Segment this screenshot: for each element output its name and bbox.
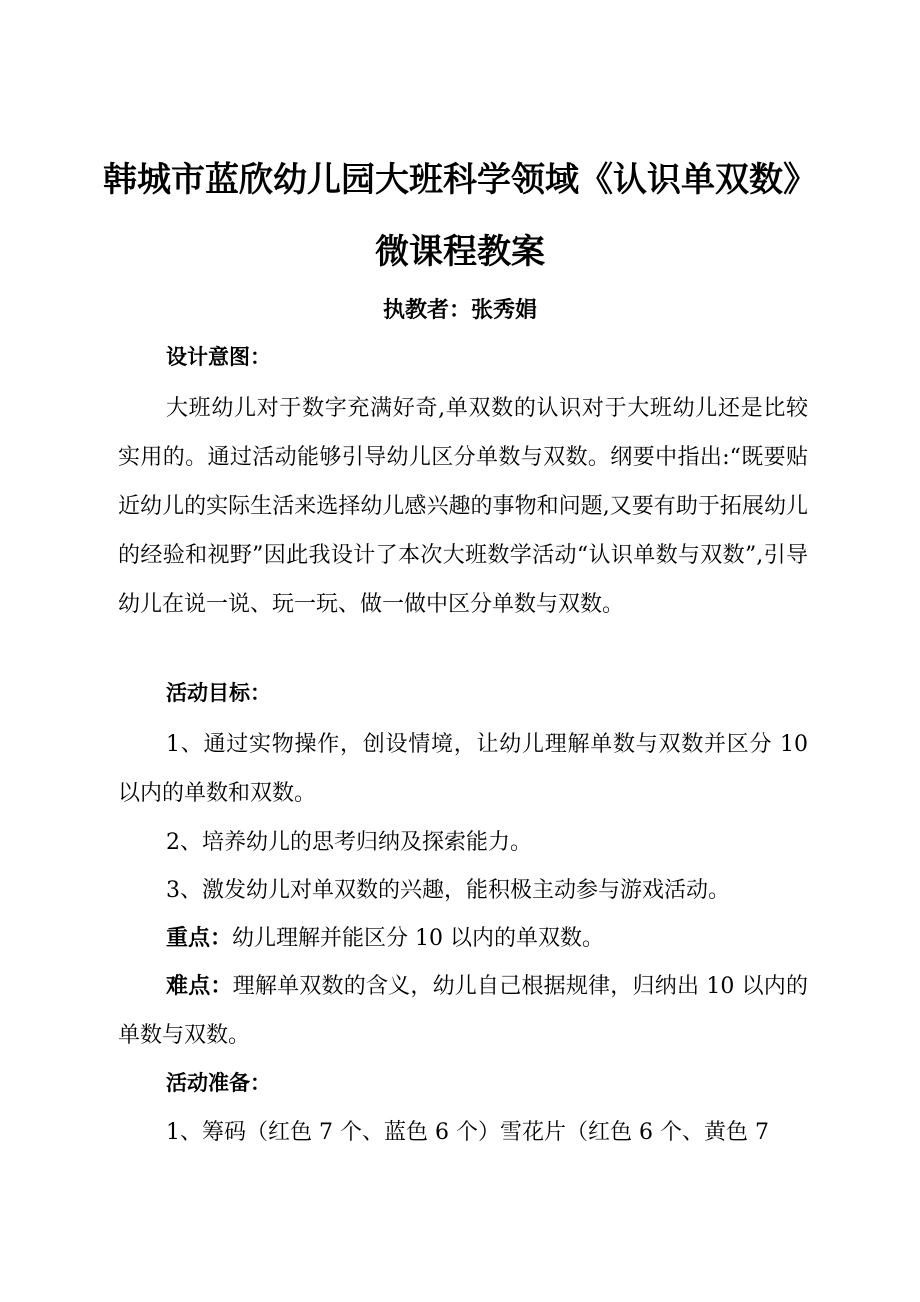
- goals-heading: 活动目标：: [166, 681, 271, 705]
- difficulty-label: 难点：: [166, 974, 233, 999]
- difficulty-text: 理解单双数的含义，幼儿自己根据规律，归纳出 10 以内的单数与双数。: [118, 974, 808, 1048]
- design-intent-paragraph: 大班幼儿对于数字充满好奇,单双数的认识对于大班幼儿还是比较实用的。通过活动能够引导幼儿区分单数与双数。纲要中指出:“既要贴近幼儿的实际生活来选择幼儿感兴趣的事物和问题,又要有助于拓展幼儿的经验和视野”因此我设计了本次大班数学活动“认识单数与双数”,引导幼儿在说一说、玩一玩、做一做中区分单数与双数。: [118, 396, 808, 617]
- document-title-line-2: 微课程教案: [375, 232, 545, 272]
- preparation-heading: 活动准备：: [166, 1071, 271, 1095]
- difficulty-paragraph: [118, 962, 808, 1060]
- key-point-paragraph: [118, 914, 808, 963]
- goal-item-3: 3、激发幼儿对单双数的兴趣，能积极主动参与游戏活动。: [166, 878, 730, 903]
- key-point-label: 重点：: [166, 926, 233, 951]
- goal-item-1: 1、通过实物操作，创设情境，让幼儿理解单数与双数并区分 10 以内的单数和双数。: [118, 732, 808, 806]
- author-line: 执教者：张秀娟: [382, 298, 537, 323]
- key-point-text: 幼儿理解并能区分 10 以内的单双数。: [232, 926, 604, 951]
- preparation-item-1: 1、筹码（红色 7 个、蓝色 6 个）雪花片（红色 6 个、黄色 7: [166, 1120, 769, 1145]
- design-intent-heading: 设计意图：: [166, 345, 271, 369]
- goal-item-2: 2、培养幼儿的思考归纳及探索能力。: [166, 830, 532, 855]
- document-title-line-1: 韩城市蓝欣幼儿园大班科学领域《认识单双数》: [103, 160, 817, 200]
